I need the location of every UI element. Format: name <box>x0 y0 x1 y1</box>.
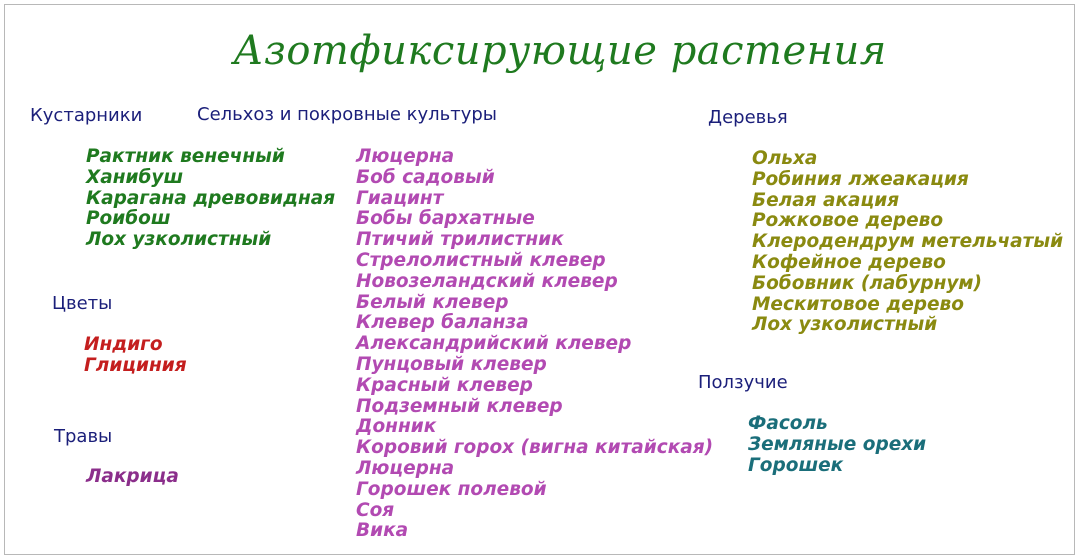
list-item: Фасоль <box>748 413 828 434</box>
list-item: Пунцовый клевер <box>356 353 547 375</box>
list-item: Соя <box>356 499 395 521</box>
list-item: Александрийский клевер <box>356 333 632 355</box>
list-item: Клевер баланза <box>356 312 529 334</box>
list-item: Коровий горох (вигна китайская) <box>356 437 714 459</box>
list-item: Клеродендрум метельчатый <box>752 231 1064 253</box>
list-item: Индиго <box>84 334 163 355</box>
list-item: Белая акация <box>752 189 900 211</box>
heading-trees: Деревья <box>708 107 788 128</box>
list-item: Роибош <box>86 208 171 230</box>
slide-title: Азотфиксирующие растения <box>233 28 887 74</box>
list-herbs <box>86 467 179 488</box>
list-item: Ольха <box>752 148 818 169</box>
list-shrubs <box>86 147 335 251</box>
list-item: Красный клевер <box>356 374 533 396</box>
list-item: Робиния лжеакация <box>752 168 969 190</box>
list-trees <box>752 149 1063 336</box>
list-item: Гиацинт <box>356 187 444 209</box>
list-item: Бобы бархатные <box>356 208 535 230</box>
heading-creepers: Ползучие <box>698 372 788 393</box>
list-creepers <box>748 414 926 476</box>
list-item: Кофейное дерево <box>752 251 946 273</box>
list-item: Новозеландский клевер <box>356 270 618 292</box>
list-item: Мескитовое дерево <box>752 293 964 315</box>
list-item: Карагана древовидная <box>86 187 336 209</box>
list-item: Ханибуш <box>86 166 184 188</box>
list-item: Лох узколистный <box>86 229 272 251</box>
heading-shrubs: Кустарники <box>30 105 143 126</box>
list-item: Лох узколистный <box>752 314 938 336</box>
list-item: Лакрица <box>86 466 179 487</box>
list-flowers <box>84 335 187 377</box>
list-item: Рактник венечный <box>86 146 285 167</box>
list-item: Глициния <box>84 354 187 376</box>
list-item: Люцерна <box>356 146 455 167</box>
list-item: Птичий трилистник <box>356 229 564 251</box>
list-item: Горошек <box>748 454 844 476</box>
list-item: Донник <box>356 416 437 438</box>
list-item: Горошек полевой <box>356 478 547 500</box>
list-item: Боб садовый <box>356 166 495 188</box>
list-crops <box>356 147 713 542</box>
list-item: Подземный клевер <box>356 395 563 417</box>
heading-flowers: Цветы <box>52 293 113 314</box>
heading-herbs: Травы <box>54 426 113 447</box>
list-item: Вика <box>356 520 409 542</box>
list-item: Стрелолистный клевер <box>356 249 606 271</box>
list-item: Бобовник (лабурнум) <box>752 272 983 294</box>
list-item: Рожковое дерево <box>752 210 944 232</box>
heading-crops: Сельхоз и покровные культуры <box>197 104 498 125</box>
list-item: Люцерна <box>356 457 455 479</box>
list-item: Белый клевер <box>356 291 509 313</box>
list-item: Земляные орехи <box>748 433 927 455</box>
